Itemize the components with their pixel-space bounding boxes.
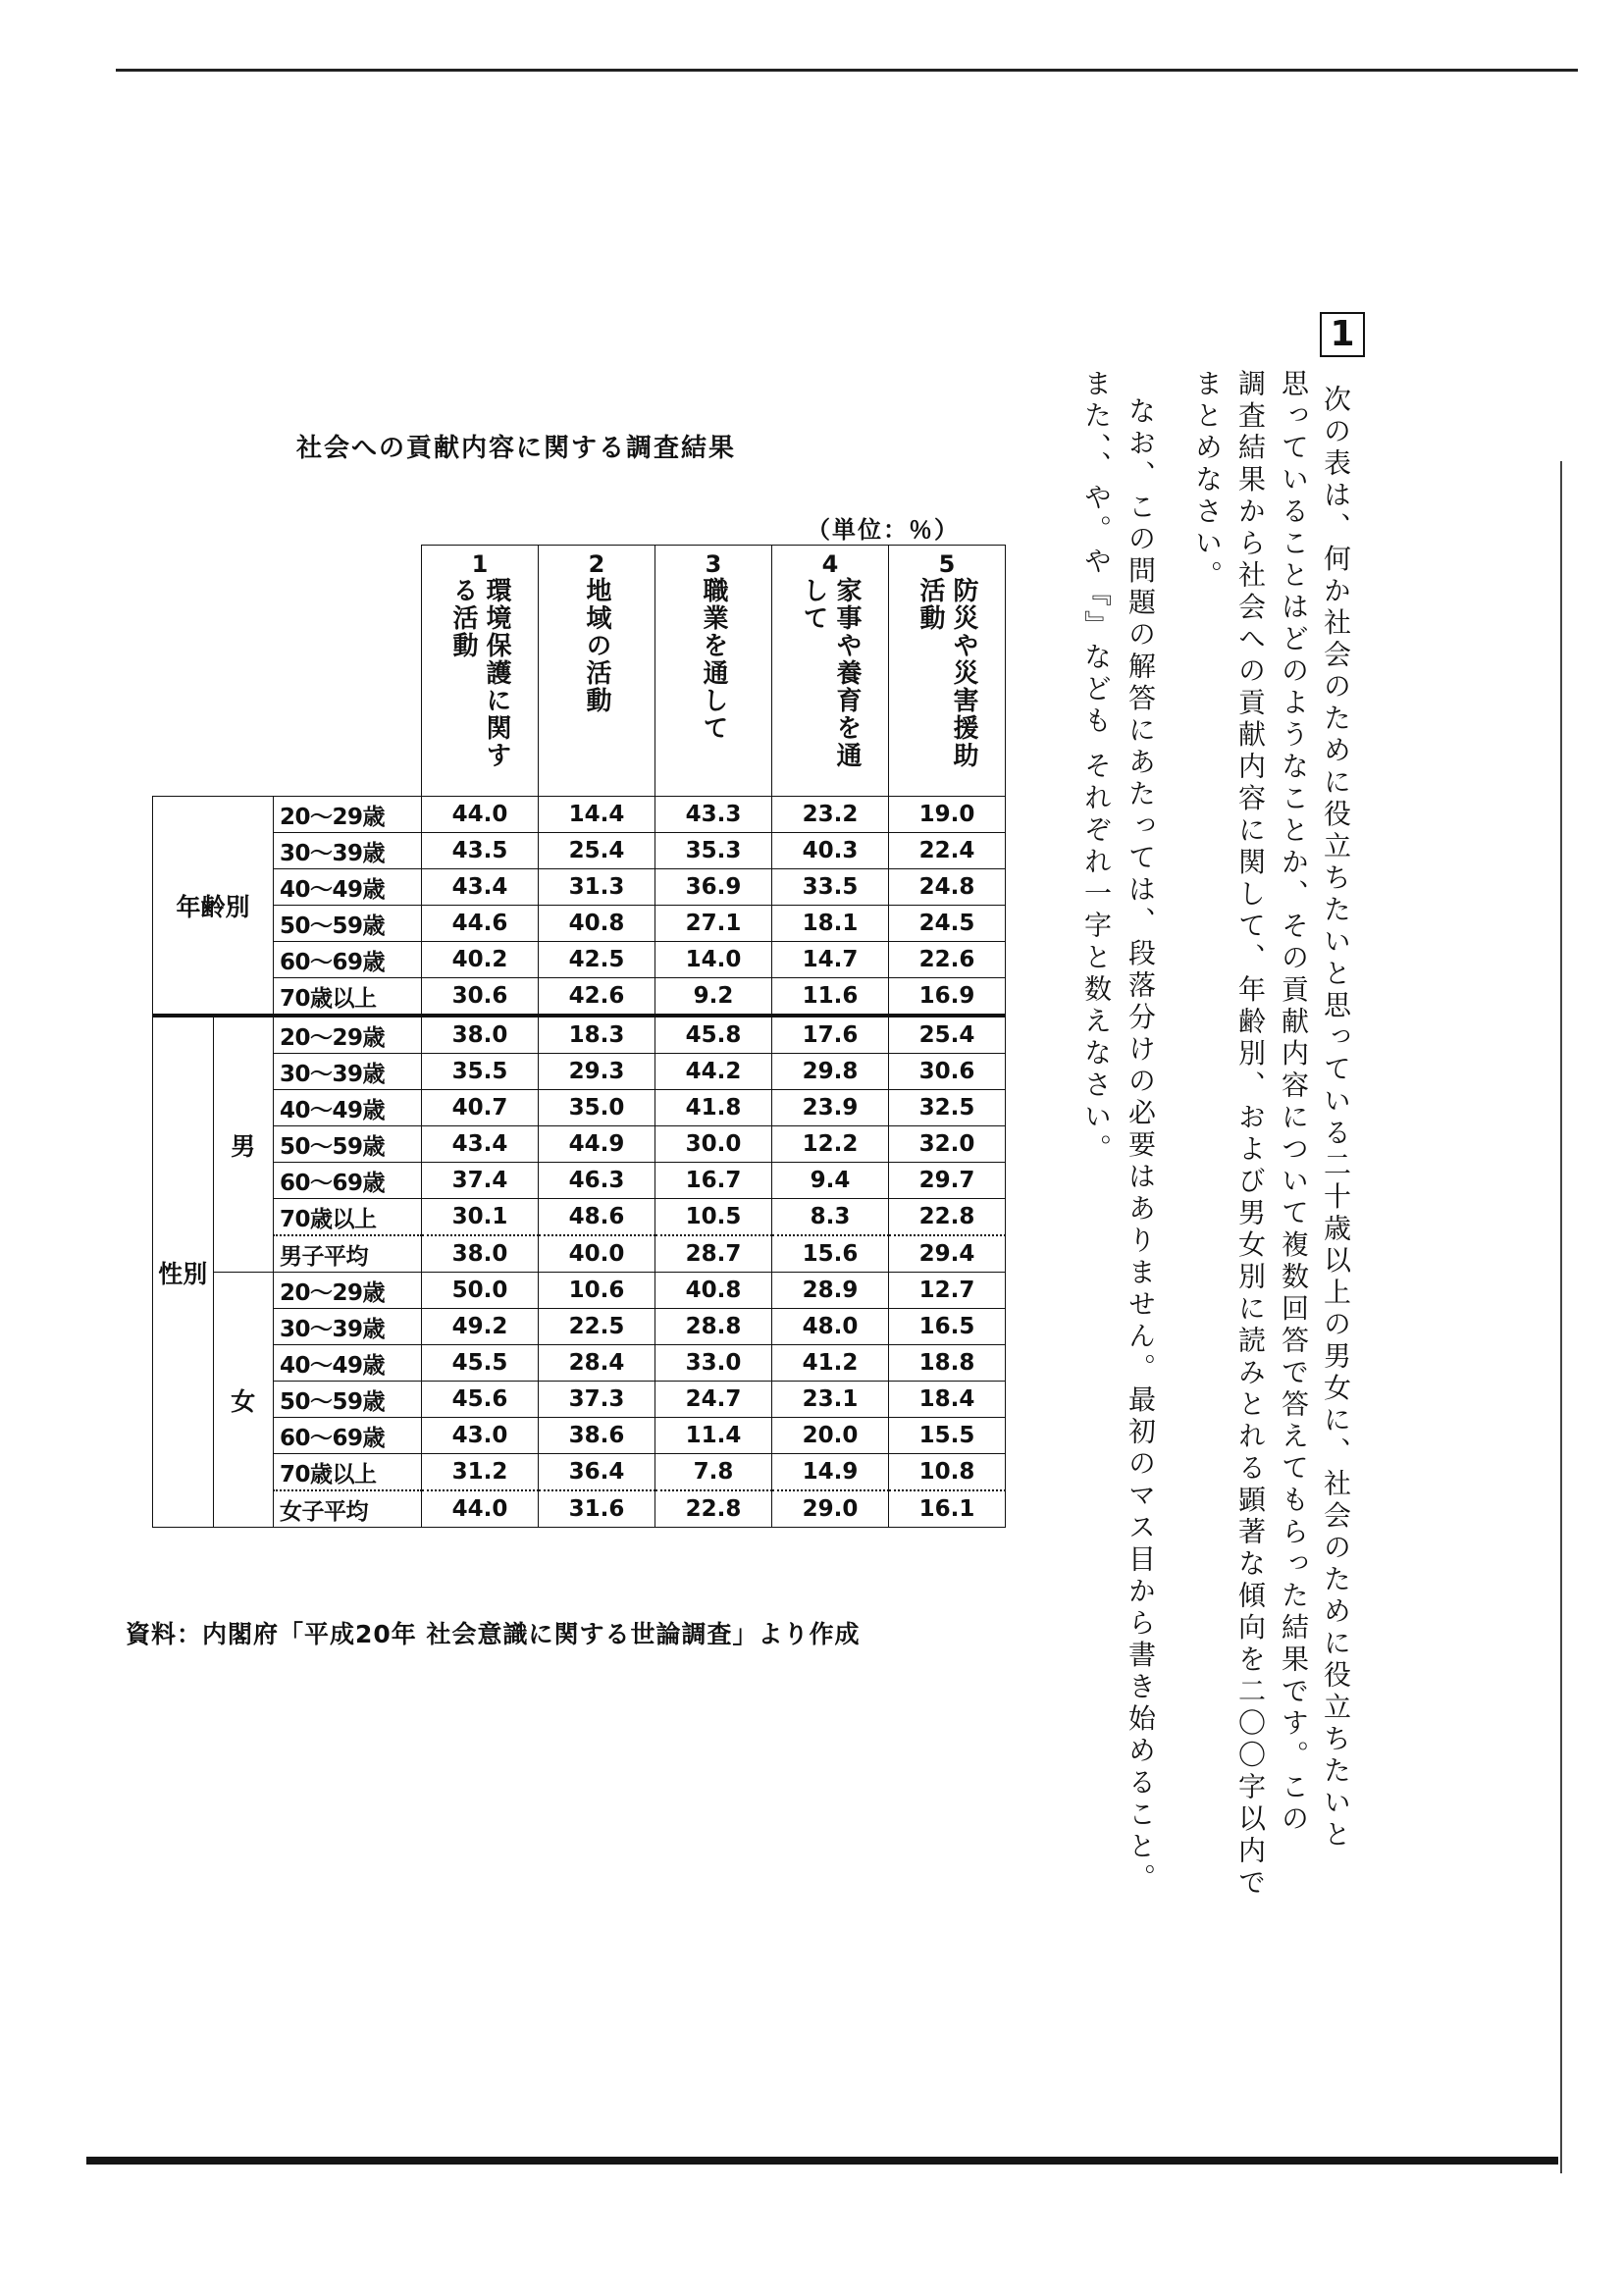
row-label: 50～59歳: [274, 906, 422, 942]
table-cell: 44.2: [655, 1054, 772, 1090]
survey-table: [152, 545, 1006, 1528]
table-cell: 40.8: [539, 906, 655, 942]
table-cell: 15.5: [889, 1418, 1006, 1454]
table-cell: 30.6: [422, 978, 539, 1017]
row-label: 70歳以上: [274, 1199, 422, 1236]
table-row: [153, 1199, 1006, 1236]
table-cell: 40.0: [539, 1235, 655, 1273]
group-label-age: 年齢別: [153, 797, 274, 1017]
table-cell: 37.3: [539, 1382, 655, 1418]
table-cell: 16.1: [889, 1490, 1006, 1528]
table-row: [153, 1126, 1006, 1163]
row-label: 20～29歳: [274, 797, 422, 833]
right-margin-rule: [1560, 461, 1562, 2173]
table-cell: 16.7: [655, 1163, 772, 1199]
table-cell: 44.0: [422, 1490, 539, 1528]
table-cell: 11.6: [772, 978, 889, 1017]
row-label: 40～49歳: [274, 869, 422, 906]
table-row: [153, 869, 1006, 906]
row-label: 40～49歳: [274, 1090, 422, 1126]
table-title: 社会への貢献内容に関する調査結果: [296, 434, 737, 463]
table-cell: 30.6: [889, 1054, 1006, 1090]
table-cell: 24.8: [889, 869, 1006, 906]
table-row: [153, 1382, 1006, 1418]
table-cell: 33.0: [655, 1345, 772, 1382]
column-header: 4 家事や養育を通して: [772, 546, 889, 797]
row-label: 60～69歳: [274, 1163, 422, 1199]
table-cell: 27.1: [655, 906, 772, 942]
table-row: [153, 1090, 1006, 1126]
table-cell: 22.5: [539, 1309, 655, 1345]
row-label: 40～49歳: [274, 1345, 422, 1382]
table-cell: 42.5: [539, 942, 655, 978]
table-cell: 14.7: [772, 942, 889, 978]
table-cell: 14.9: [772, 1454, 889, 1491]
column-header: 1 環境保護に関する活動: [422, 546, 539, 797]
instruction-line: まとめなさい。: [1191, 369, 1224, 593]
table-cell: 11.4: [655, 1418, 772, 1454]
table-row: [153, 906, 1006, 942]
table-cell: 43.4: [422, 869, 539, 906]
table-cell: 16.9: [889, 978, 1006, 1017]
table-cell: 10.5: [655, 1199, 772, 1236]
table-cell: 35.3: [655, 833, 772, 869]
table-cell: 18.8: [889, 1345, 1006, 1382]
table-cell: 22.8: [655, 1490, 772, 1528]
table-cell: 23.2: [772, 797, 889, 833]
row-label: 50～59歳: [274, 1382, 422, 1418]
table-cell: 19.0: [889, 797, 1006, 833]
table-cell: 43.0: [422, 1418, 539, 1454]
table-cell: 40.7: [422, 1090, 539, 1126]
table-cell: 38.0: [422, 1235, 539, 1273]
table-cell: 8.3: [772, 1199, 889, 1236]
table-cell: 37.4: [422, 1163, 539, 1199]
instruction-line: また、、や。や『』なども それぞれ一字と数えなさい。: [1080, 369, 1113, 1166]
table-cell: 36.4: [539, 1454, 655, 1491]
table-cell: 14.0: [655, 942, 772, 978]
column-header: 3 職業を通して: [655, 546, 772, 797]
table-cell: 29.4: [889, 1235, 1006, 1273]
table-cell: 43.4: [422, 1126, 539, 1163]
table-row: [153, 1345, 1006, 1382]
table-row: [153, 1273, 1006, 1309]
table-cell: 18.1: [772, 906, 889, 942]
table-cell: 45.5: [422, 1345, 539, 1382]
table-cell: 23.9: [772, 1090, 889, 1126]
table-row: [153, 833, 1006, 869]
table-cell: 32.0: [889, 1126, 1006, 1163]
header-corner: [153, 546, 422, 797]
table-cell: 9.4: [772, 1163, 889, 1199]
table-cell: 36.9: [655, 869, 772, 906]
table-row: [153, 1309, 1006, 1345]
table-row-average: [153, 1490, 1006, 1528]
table-cell: 29.3: [539, 1054, 655, 1090]
table-cell: 10.8: [889, 1454, 1006, 1491]
instruction-line: 思っていることはどのようなことか、その貢献内容について複数回答で答えてもらった結果です。この: [1278, 369, 1310, 1836]
row-label: 男子平均: [274, 1235, 422, 1273]
table-row: [153, 1016, 1006, 1054]
row-label: 60～69歳: [274, 942, 422, 978]
instruction-line: なお、この問題の解答にあたっては、段落分けの必要はありません。最初のマス目から書き始めること。: [1125, 396, 1157, 1896]
group-label-sex: 性別: [153, 1016, 214, 1528]
column-header: 2 地域の活動: [539, 546, 655, 797]
row-label: 女子平均: [274, 1490, 422, 1528]
table-row: [153, 1054, 1006, 1090]
table-cell: 17.6: [772, 1016, 889, 1054]
table-cell: 7.8: [655, 1454, 772, 1491]
instruction-line: 調査結果から社会への貢献内容に関して、年齢別、および男女別に読みとれる顕著な傾向を二〇〇字以内で: [1234, 369, 1267, 1900]
row-label: 20～29歳: [274, 1273, 422, 1309]
column-header: 5 防災や災害援助活動: [889, 546, 1006, 797]
bottom-rule: [86, 2157, 1558, 2165]
table-cell: 15.6: [772, 1235, 889, 1273]
table-cell: 25.4: [889, 1016, 1006, 1054]
source-note: 資料：内閣府「平成20年 社会意識に関する世論調査」より作成: [126, 1620, 861, 1648]
table-cell: 24.5: [889, 906, 1006, 942]
table-cell: 40.3: [772, 833, 889, 869]
table-cell: 22.4: [889, 833, 1006, 869]
group-label-female: 女: [213, 1273, 274, 1528]
table-cell: 16.5: [889, 1309, 1006, 1345]
table-cell: 40.2: [422, 942, 539, 978]
row-label: 70歳以上: [274, 978, 422, 1017]
table-cell: 44.6: [422, 906, 539, 942]
table-header-row: [153, 546, 1006, 797]
table-cell: 18.4: [889, 1382, 1006, 1418]
table-cell: 12.7: [889, 1273, 1006, 1309]
table-cell: 35.0: [539, 1090, 655, 1126]
table-cell: 42.6: [539, 978, 655, 1017]
top-rule: [116, 69, 1578, 72]
table-cell: 20.0: [772, 1418, 889, 1454]
group-label-male: 男: [213, 1016, 274, 1273]
table-cell: 38.6: [539, 1418, 655, 1454]
table-cell: 35.5: [422, 1054, 539, 1090]
table-row: [153, 797, 1006, 833]
table-cell: 31.6: [539, 1490, 655, 1528]
table-cell: 25.4: [539, 833, 655, 869]
table-row: [153, 1454, 1006, 1491]
table-row: [153, 1418, 1006, 1454]
table-cell: 44.0: [422, 797, 539, 833]
table-cell: 28.7: [655, 1235, 772, 1273]
instruction-line: 次の表は、何か社会のために役立ちたいと思っている二十歳以上の男女に、社会のために役立ちたいと: [1320, 385, 1352, 1852]
table-cell: 28.9: [772, 1273, 889, 1309]
table-cell: 43.3: [655, 797, 772, 833]
table-cell: 43.5: [422, 833, 539, 869]
table-cell: 45.8: [655, 1016, 772, 1054]
table-cell: 9.2: [655, 978, 772, 1017]
table-cell: 49.2: [422, 1309, 539, 1345]
table-row: [153, 1163, 1006, 1199]
table-cell: 40.8: [655, 1273, 772, 1309]
table-cell: 10.6: [539, 1273, 655, 1309]
table-cell: 48.0: [772, 1309, 889, 1345]
table-cell: 29.7: [889, 1163, 1006, 1199]
table-cell: 44.9: [539, 1126, 655, 1163]
table-cell: 32.5: [889, 1090, 1006, 1126]
table-cell: 24.7: [655, 1382, 772, 1418]
table-cell: 45.6: [422, 1382, 539, 1418]
row-label: 30～39歳: [274, 1054, 422, 1090]
table-cell: 38.0: [422, 1016, 539, 1054]
table-cell: 41.2: [772, 1345, 889, 1382]
table-cell: 28.4: [539, 1345, 655, 1382]
table-unit: （単位：％）: [807, 516, 960, 544]
table-cell: 31.3: [539, 869, 655, 906]
table-cell: 41.8: [655, 1090, 772, 1126]
table-row: [153, 942, 1006, 978]
table-cell: 31.2: [422, 1454, 539, 1491]
row-label: 60～69歳: [274, 1418, 422, 1454]
table-cell: 33.5: [772, 869, 889, 906]
table-cell: 14.4: [539, 797, 655, 833]
table-cell: 50.0: [422, 1273, 539, 1309]
table-cell: 18.3: [539, 1016, 655, 1054]
question-number: 1: [1320, 312, 1365, 357]
table-cell: 23.1: [772, 1382, 889, 1418]
table-cell: 22.8: [889, 1199, 1006, 1236]
table-cell: 30.1: [422, 1199, 539, 1236]
row-label: 30～39歳: [274, 833, 422, 869]
row-label: 20～29歳: [274, 1016, 422, 1054]
table-cell: 12.2: [772, 1126, 889, 1163]
table-cell: 48.6: [539, 1199, 655, 1236]
table-cell: 29.0: [772, 1490, 889, 1528]
row-label: 30～39歳: [274, 1309, 422, 1345]
table-cell: 28.8: [655, 1309, 772, 1345]
row-label: 50～59歳: [274, 1126, 422, 1163]
table-cell: 29.8: [772, 1054, 889, 1090]
table-row-average: [153, 1235, 1006, 1273]
table-row: [153, 978, 1006, 1017]
table-cell: 22.6: [889, 942, 1006, 978]
table-cell: 30.0: [655, 1126, 772, 1163]
table-cell: 46.3: [539, 1163, 655, 1199]
row-label: 70歳以上: [274, 1454, 422, 1491]
